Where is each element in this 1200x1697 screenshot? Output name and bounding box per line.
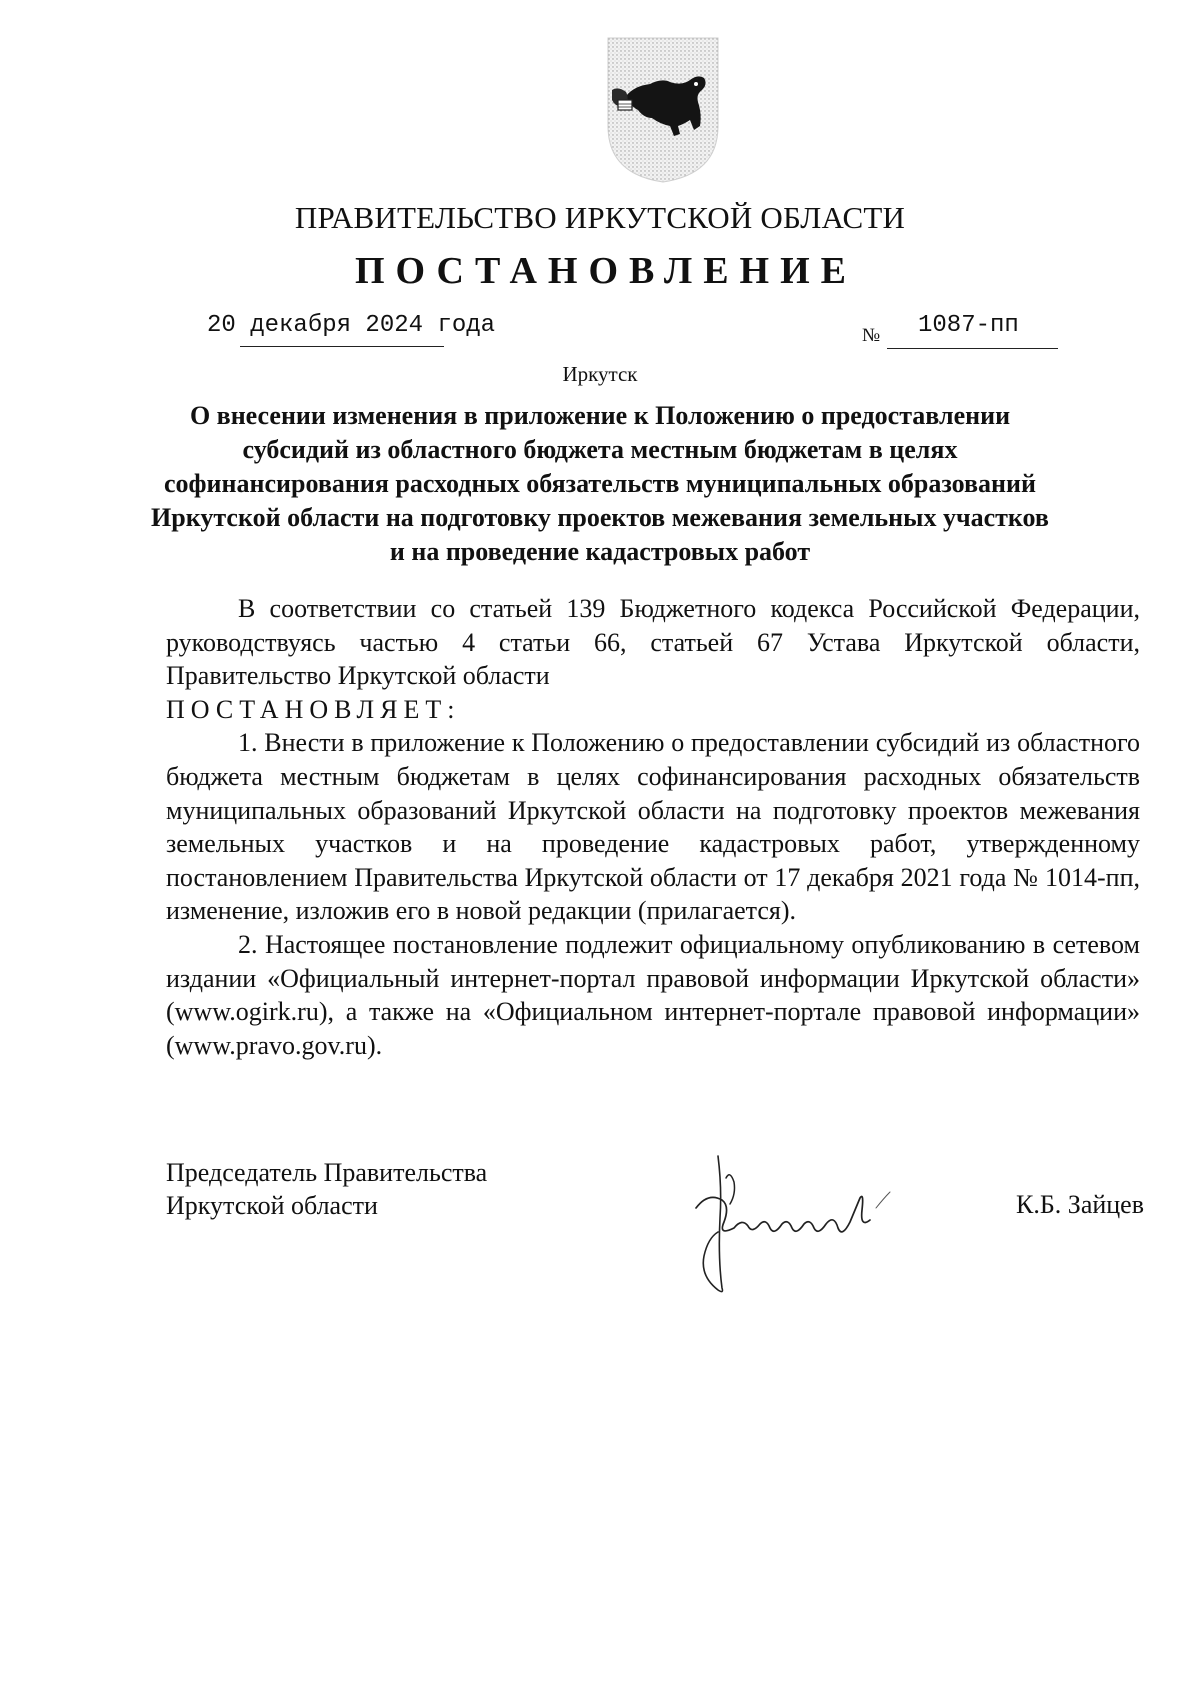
- coat-of-arms-icon: [604, 34, 722, 184]
- item-2-paragraph: 2. Настоящее постановление подлежит официальному опубликованию в сетевом издании «Официальный интернет-портал правовой информации Иркутской области» (www.ogirk.ru), а также на «Официальном интернет-портале правовой информации» (www.pravo.gov.ru).: [166, 929, 1140, 1060]
- handwritten-signature-icon: [678, 1148, 928, 1298]
- item-1-paragraph: 1. Внести в приложение к Положению о предоставлении субсидий из областного бюджета местным бюджетам в целях софинансирования расходных обязательств муниципальных образований Иркутской области на подготовку проектов межевания земельных участков и на проведение кадастровых работ, утвержденному постановлением Правительства Иркутской области от 17 декабря 2021 года № 1014-пп, изменение, изложив его в новой редакции (прилагается).: [166, 728, 1140, 926]
- date-underline: [240, 346, 444, 347]
- government-name: ПРАВИТЕЛЬСТВО ИРКУТСКОЙ ОБЛАСТИ: [294, 200, 906, 235]
- signatory-position: [166, 1156, 487, 1222]
- document-type: ПОСТАНОВЛЕНИЕ: [354, 250, 858, 292]
- number-sign: №: [862, 325, 881, 346]
- document-city: Иркутск: [562, 362, 638, 386]
- document-date: 20 декабря 2024 года: [207, 312, 496, 339]
- document-number: 1087-пп: [918, 312, 1019, 339]
- document-body: [166, 592, 1140, 1062]
- signatory-position-line2: Иркутской области: [166, 1191, 378, 1220]
- number-underline: [887, 348, 1058, 349]
- signatory-name: К.Б. Зайцев: [1016, 1190, 1144, 1219]
- document-title: О внесении изменения в приложение к Положению о предоставлении субсидий из областного бюджета местным бюджетам в целях софинансирования расходных обязательств муниципальных образований Иркутской области на подготовку проектов межевания земельных участков и на проведение кадастровых работ: [151, 401, 1049, 566]
- preamble-paragraph: В соответствии со статьей 139 Бюджетного кодекса Российской Федерации, руководствуясь частью 4 статьи 66, статьей 67 Устава Иркутской области, Правительство Иркутской области: [166, 594, 1140, 691]
- decree-word: ПОСТАНОВЛЯЕТ:: [166, 694, 461, 724]
- signatory-position-line1: Председатель Правительства: [166, 1158, 488, 1187]
